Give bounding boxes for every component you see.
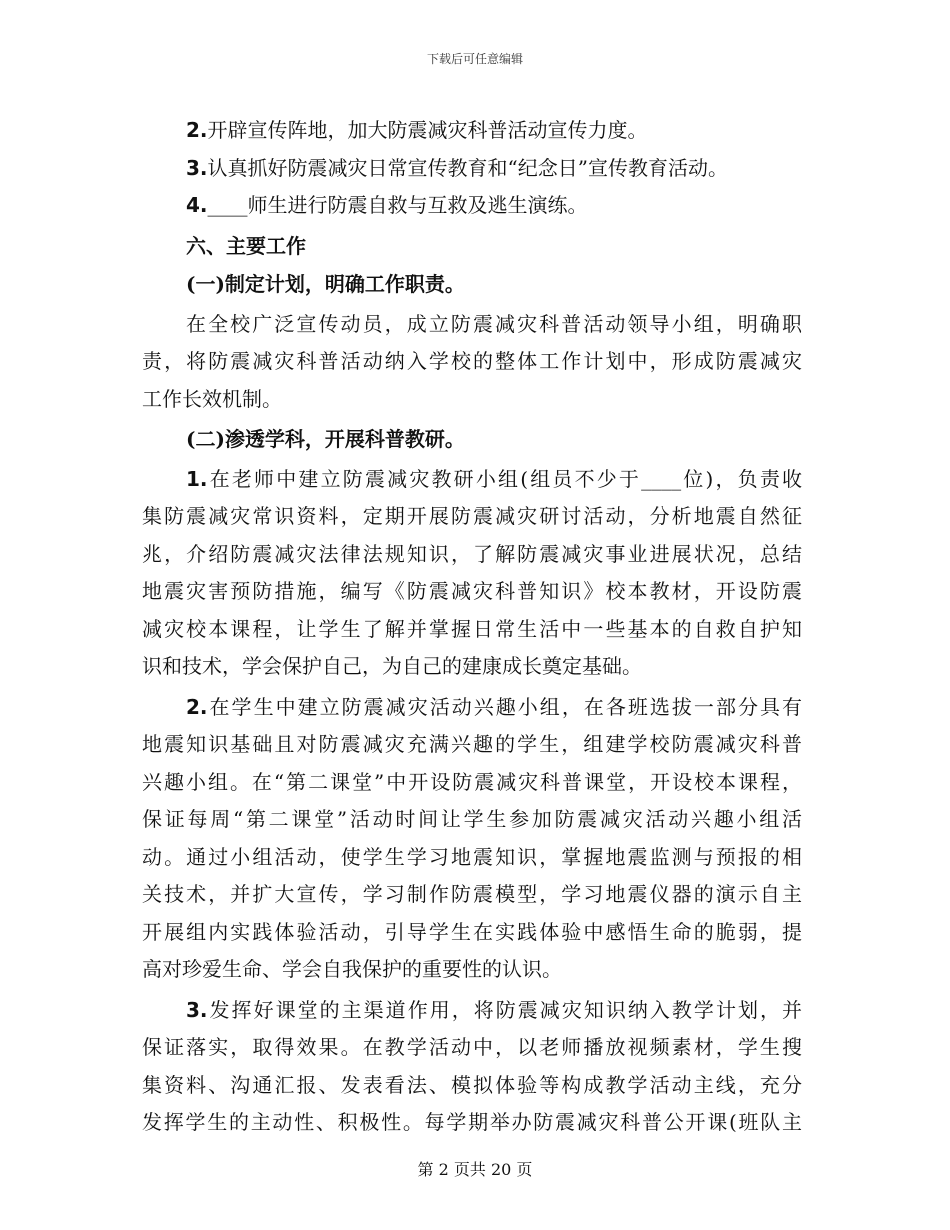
paragraph-line: 地震知识基础且对防震减灾充满兴趣的学生，组建学校防震减灾科普 bbox=[142, 732, 802, 756]
paragraph-line: 责，将防震减灾科普活动纳入学校的整体工作计划中，形成防震减灾 bbox=[142, 349, 802, 373]
paragraph-line: 减灾校本课程，让学生了解并掌握日常生活中一些基本的自救自护知 bbox=[142, 616, 802, 641]
paragraph-line: 关技术，并扩大宣传，学习制作防震模型，学习地震仪器的演示自主 bbox=[142, 882, 802, 906]
page-number-footer: 第 2 页共 20 页 bbox=[417, 1160, 533, 1179]
section-heading-6: 六、主要工作 bbox=[186, 233, 306, 258]
paragraph-line: 地震灾害预防措施，编写《防震减灾科普知识》校本教材，开设防震 bbox=[142, 579, 802, 603]
paragraph-line: 集资料、沟通汇报、发表看法、模拟体验等构成教学活动主线，充分 bbox=[142, 1072, 802, 1097]
paragraph-line: 兆，介绍防震减灾法律法规知识，了解防震减灾事业进展状况，总结 bbox=[142, 541, 802, 566]
list-item-2b: 2.在学生中建立防震减灾活动兴趣小组，在各班选拔一部分具有 bbox=[186, 694, 802, 719]
paragraph-line: 保证落实，取得效果。在教学活动中，以老师播放视频素材，学生搜 bbox=[142, 1035, 802, 1059]
paragraph-line: 高对珍爱生命、学会自我保护的重要性的认识。 bbox=[142, 957, 562, 981]
paragraph-line: 在全校广泛宣传动员，成立防震减灾科普活动领导小组，明确职 bbox=[186, 311, 802, 336]
document-body bbox=[142, 112, 802, 1142]
paragraph-line: 工作长效机制。 bbox=[142, 386, 282, 411]
list-item-4: 4.____师生进行防震自救与互救及逃生演练。 bbox=[186, 193, 588, 217]
subsection-heading-2: (二)渗透学科，开展科普教研。 bbox=[186, 427, 465, 451]
paragraph-line: 发挥学生的主动性、积极性。每学期举办防震减灾科普公开课(班队主 bbox=[142, 1110, 802, 1134]
paragraph-line: 保证每周“第二课堂”活动时间让学生参加防震减灾活动兴趣小组活 bbox=[142, 807, 802, 831]
list-item-1: 1.在老师中建立防震减灾教研小组(组员不少于____位)，负责收 bbox=[186, 466, 802, 491]
paragraph-line: 兴趣小组。在“第二课堂”中开设防震减灾科普课堂，开设校本课程， bbox=[142, 769, 802, 794]
header-note: 下载后可任意编辑 bbox=[426, 52, 523, 66]
paragraph-line: 动。通过小组活动，使学生学习地震知识，掌握地震监测与预报的相 bbox=[142, 844, 802, 869]
list-item-2: 2.开辟宣传阵地，加大防震减灾科普活动宣传力度。 bbox=[186, 118, 648, 142]
subsection-heading-1: (一)制定计划，明确工作职责。 bbox=[186, 272, 465, 296]
paragraph-line: 集防震减灾常识资料，定期开展防震减灾研讨活动，分析地震自然征 bbox=[142, 504, 802, 528]
list-item-3b: 3.发挥好课堂的主渠道作用，将防震减灾知识纳入教学计划，并 bbox=[186, 997, 802, 1022]
paragraph-line: 识和技术，学会保护自己，为自己的建康成长奠定基础。 bbox=[142, 654, 642, 678]
paragraph-line: 开展组内实践体验活动，引导学生在实践体验中感悟生命的脆弱，提 bbox=[142, 919, 802, 944]
list-item-3: 3.认真抓好防震减灾日常宣传教育和“纪念日”宣传教育活动。 bbox=[186, 155, 728, 180]
